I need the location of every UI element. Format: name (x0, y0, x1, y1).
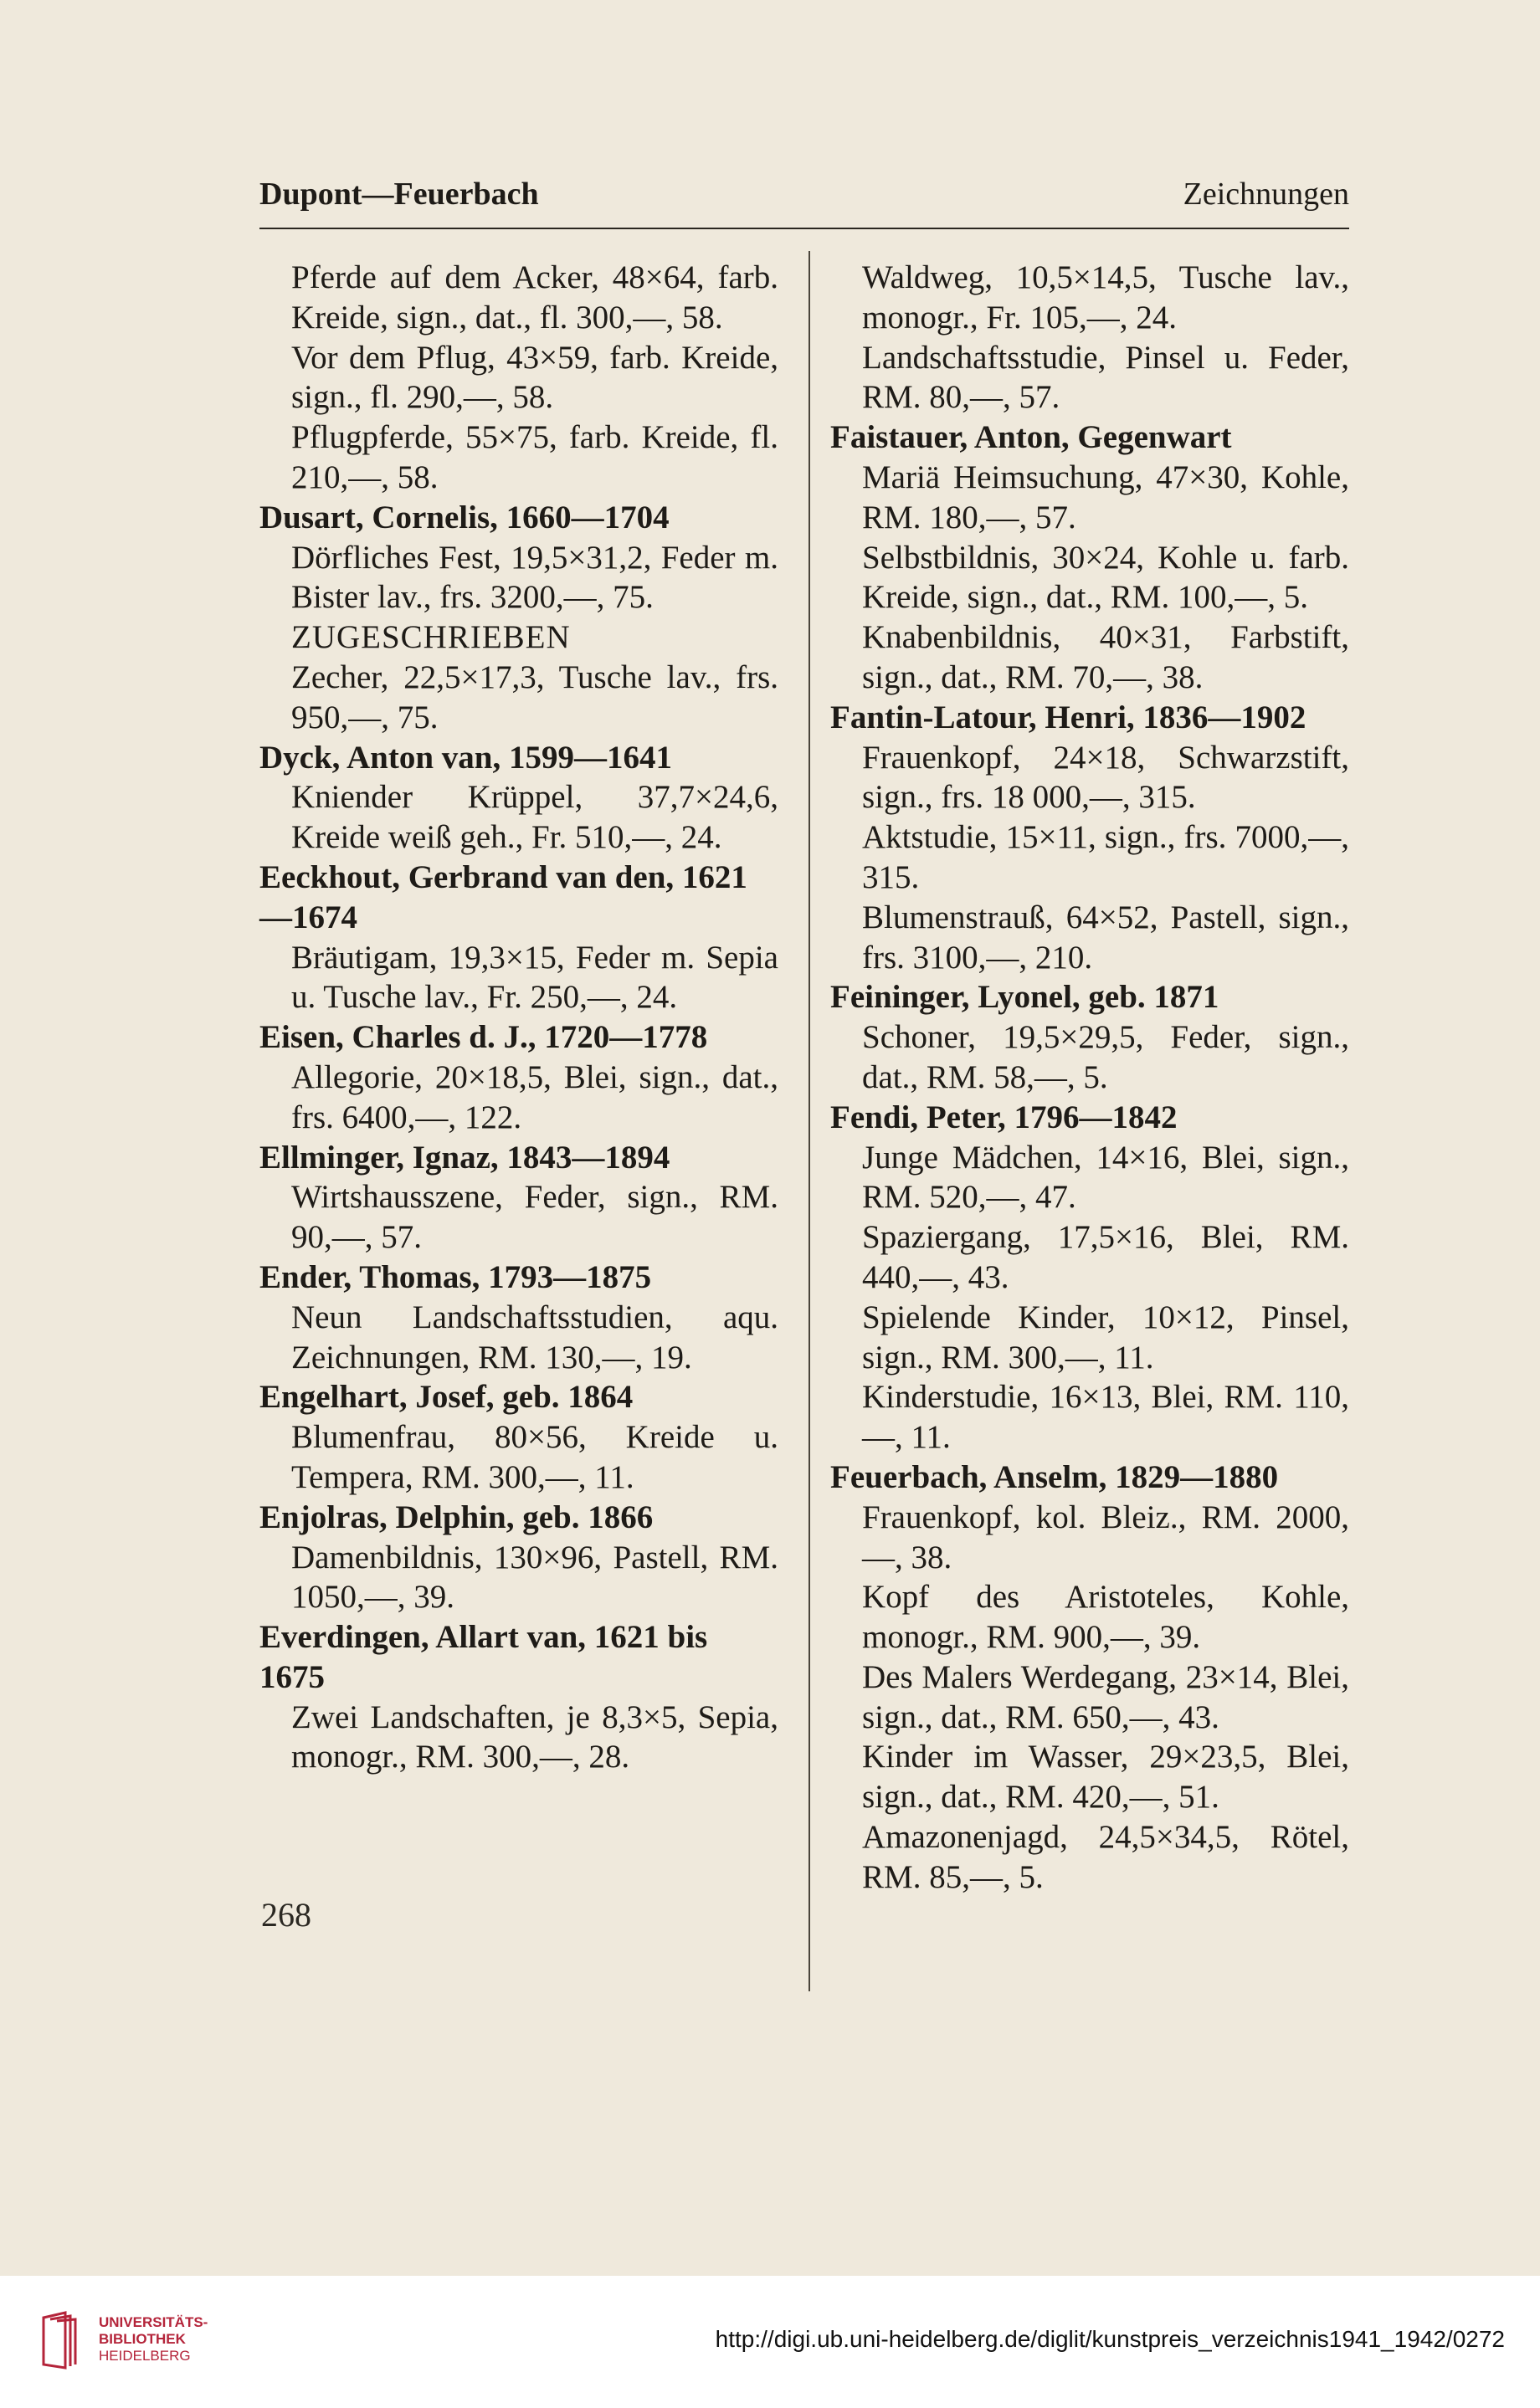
work-entry: Allegorie, 20×18,5, Blei, sign., dat., frs. 6400,—, 122. (291, 1058, 778, 1135)
work-entry: Amazonenjagd, 24,5×34,5, Rötel, RM. 85,—, 5. (862, 1819, 1349, 1895)
work-entry: Neun Landschaftsstudien, aqu. Zeichnungen, RM. 130,—, 19. (291, 1299, 778, 1376)
work-entry: Spaziergang, 17,5×16, Blei, RM. 440,—, 43. (862, 1219, 1349, 1295)
footer-bar (0, 2276, 1540, 2408)
work-entry: Kinderstudie, 16×13, Blei, RM. 110,—, 11. (862, 1379, 1349, 1456)
work-entry: Kniender Krüppel, 37,7×24,6, Kreide weiß geh., Fr. 510,—, 24. (291, 779, 778, 856)
artist-heading: Ellminger, Ignaz, 1843—1894 (259, 1139, 670, 1176)
work-entry: Blumenstrauß, 64×52, Pastell, sign., frs. 3100,—, 210. (862, 899, 1349, 976)
page-number: 268 (261, 1896, 311, 1934)
artist-heading: Everdingen, Allart van, 1621 bis 1675 (259, 1619, 708, 1695)
work-entry: Blumenfrau, 80×56, Kreide u. Tempera, RM. 300,—, 11. (291, 1419, 778, 1495)
artist-heading: Fantin-Latour, Henri, 1836—1902 (830, 699, 1306, 735)
work-entry: Frauenkopf, 24×18, Schwarzstift, sign., frs. 18 000,—, 315. (862, 739, 1349, 816)
artist-heading: Engelhart, Josef, geb. 1864 (259, 1379, 634, 1416)
source-url-link[interactable]: http://digi.ub.uni-heidelberg.de/diglit/kunstpreis_verzeichnis1941_1942/0272 (715, 2326, 1505, 2352)
work-entry: Damenbildnis, 130×96, Pastell, RM. 1050,—, 39. (291, 1539, 778, 1616)
work-entry: Schoner, 19,5×29,5, Feder, sign., dat., RM. 58,—, 5. (862, 1019, 1349, 1095)
artist-heading: Dyck, Anton van, 1599—1641 (259, 739, 672, 776)
work-entry: Pflugpferde, 55×75, farb. Kreide, fl. 210,—, 58. (291, 419, 778, 495)
artist-heading: Ender, Thomas, 1793—1875 (259, 1258, 652, 1295)
work-entry: Selbstbildnis, 30×24, Kohle u. farb. Kreide, sign., dat., RM. 100,—, 5. (862, 539, 1349, 616)
work-entry: Vor dem Pflug, 43×59, farb. Kreide, sign., fl. 290,—, 58. (291, 339, 778, 416)
artist-heading: Eeckhout, Gerbrand van den, 1621—1674 (259, 858, 747, 935)
work-entry: Bräutigam, 19,3×15, Feder m. Sepia u. Tusche lav., Fr. 250,—, 24. (291, 939, 778, 1016)
artist-heading: Faistauer, Anton, Gegenwart (830, 419, 1232, 456)
logo-line-2: BIBLIOTHEK (99, 2331, 186, 2347)
artist-heading: Feuerbach, Anselm, 1829—1880 (830, 1458, 1279, 1495)
artist-heading: Feininger, Lyonel, geb. 1871 (830, 979, 1219, 1016)
work-entry: Wirtshausszene, Feder, sign., RM. 90,—, 57. (291, 1179, 778, 1256)
logo-line-3: HEIDELBERG (99, 2348, 191, 2364)
work-entry: Spielende Kinder, 10×12, Pinsel, sign., RM. 300,—, 11. (862, 1299, 1349, 1376)
artist-heading: Enjolras, Delphin, geb. 1866 (259, 1499, 654, 1535)
artist-heading: Fendi, Peter, 1796—1842 (830, 1099, 1178, 1135)
work-entry: Aktstudie, 15×11, sign., frs. 7000,—, 315. (862, 819, 1349, 895)
right-column (830, 258, 1349, 1898)
left-column (259, 258, 778, 1777)
work-entry: Kinder im Wasser, 29×23,5, Blei, sign., dat., RM. 420,—, 51. (862, 1739, 1349, 1816)
ub-heidelberg-logo-icon (40, 2309, 90, 2373)
work-entry: Waldweg, 10,5×14,5, Tusche lav., monogr., Fr. 105,—, 24. (862, 259, 1349, 336)
running-header-left: Dupont—Feuerbach (259, 177, 539, 212)
work-entry: Pferde auf dem Acker, 48×64, farb. Kreide, sign., dat., fl. 300,—, 58. (291, 259, 778, 336)
work-entry: Dörfliches Fest, 19,5×31,2, Feder m. Bister lav., frs. 3200,—, 75. (291, 539, 778, 616)
column-divider (808, 251, 810, 1991)
library-logo-text (99, 2314, 208, 2364)
work-entry: Mariä Heimsuchung, 47×30, Kohle, RM. 180,—, 57. (862, 459, 1349, 535)
work-entry: Zwei Landschaften, je 8,3×5, Sepia, monogr., RM. 300,—, 28. (291, 1698, 778, 1775)
work-entry: Landschaftsstudie, Pinsel u. Feder, RM. 80,—, 57. (862, 339, 1349, 416)
work-entry: Frauenkopf, kol. Bleiz., RM. 2000,—, 38. (862, 1499, 1349, 1575)
header-rule (259, 228, 1349, 229)
work-entry: Knabenbildnis, 40×31, Farbstift, sign., dat., RM. 70,—, 38. (862, 619, 1349, 695)
logo-line-1: UNIVERSITÄTS- (99, 2314, 208, 2330)
artist-heading: Dusart, Cornelis, 1660—1704 (259, 499, 670, 535)
work-entry: Zecher, 22,5×17,3, Tusche lav., frs. 950,—, 75. (291, 658, 778, 735)
work-entry: Des Malers Werdegang, 23×14, Blei, sign., dat., RM. 650,—, 43. (862, 1658, 1349, 1735)
work-entry: Junge Mädchen, 14×16, Blei, sign., RM. 520,—, 47. (862, 1139, 1349, 1216)
artist-heading: Eisen, Charles d. J., 1720—1778 (259, 1019, 708, 1056)
attribution-note: ZUGESCHRIEBEN (291, 619, 571, 656)
running-header-right: Zeichnungen (1183, 177, 1349, 212)
work-entry: Kopf des Aristoteles, Kohle, monogr., RM. 900,—, 39. (862, 1579, 1349, 1656)
